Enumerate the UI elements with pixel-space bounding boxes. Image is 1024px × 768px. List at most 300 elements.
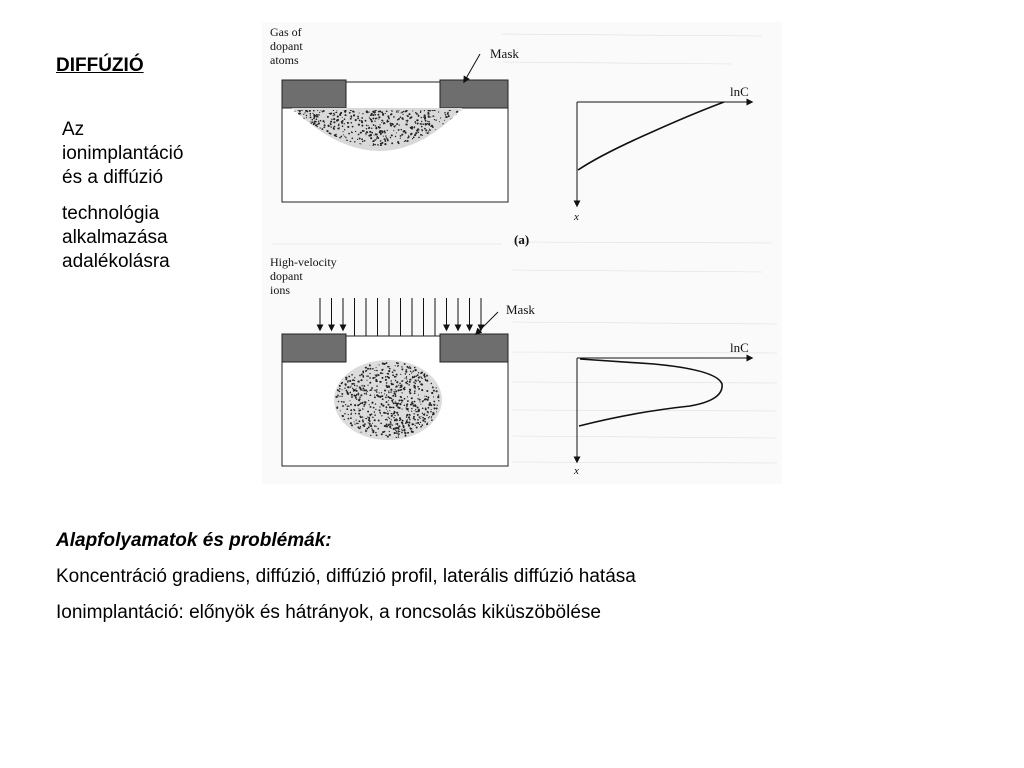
dopant-dot — [382, 114, 384, 116]
top-mask-label: Mask — [490, 46, 519, 61]
implanted-dot — [417, 374, 419, 376]
dopant-dot — [381, 111, 383, 113]
dopant-dot — [313, 110, 315, 112]
implanted-dot — [407, 408, 409, 410]
implanted-dot — [387, 413, 389, 415]
dopant-dot — [396, 132, 397, 133]
bottom-axis-x-label: lnC — [730, 340, 749, 355]
implanted-dot — [402, 420, 404, 422]
implanted-dot — [364, 401, 366, 403]
dopant-dot — [331, 113, 333, 115]
implanted-dot — [417, 398, 418, 399]
implanted-dot — [396, 437, 397, 438]
implanted-dot — [366, 394, 367, 395]
dopant-dot — [403, 130, 405, 132]
implanted-dot — [411, 428, 412, 429]
dopant-dot — [400, 116, 402, 118]
implanted-dot — [391, 419, 392, 420]
dopant-dot — [342, 125, 344, 127]
dopant-dot — [379, 130, 381, 132]
dopant-dot — [400, 137, 401, 138]
dopant-dot — [402, 119, 404, 121]
implanted-dot — [402, 369, 403, 370]
dopant-dot — [414, 134, 416, 136]
implanted-dot — [358, 408, 359, 409]
implanted-dot — [362, 416, 363, 417]
dopant-dot — [355, 131, 356, 132]
implanted-dot — [359, 387, 360, 388]
implanted-dot — [410, 371, 411, 372]
dopant-dot — [336, 112, 337, 113]
implanted-dot — [389, 431, 390, 432]
dopant-dot — [390, 137, 392, 139]
implanted-dot — [436, 411, 437, 412]
implanted-dot — [396, 362, 397, 363]
implanted-dot — [366, 375, 367, 376]
implanted-dot — [351, 374, 353, 376]
implanted-dot — [365, 389, 367, 391]
implanted-dot — [401, 384, 403, 386]
dopant-dot — [434, 119, 435, 120]
dopant-dot — [439, 121, 440, 122]
implanted-dot — [337, 394, 339, 396]
implanted-dot — [388, 392, 390, 394]
dopant-dot — [432, 127, 433, 128]
implanted-dot — [381, 433, 383, 435]
dopant-dot — [456, 111, 457, 112]
dopant-dot — [376, 118, 377, 119]
dopant-dot — [407, 115, 409, 117]
implanted-dot — [426, 423, 428, 425]
implanted-dot — [414, 410, 415, 411]
implanted-dot — [394, 407, 395, 408]
slide-title: DIFFÚZIÓ — [56, 55, 144, 76]
implanted-dot — [345, 390, 347, 392]
implanted-dot — [370, 425, 372, 427]
implanted-dot — [396, 381, 398, 383]
implanted-dot — [392, 371, 394, 373]
dopant-dot — [421, 129, 423, 131]
implanted-dot — [405, 373, 407, 375]
implanted-dot — [431, 392, 433, 394]
implanted-dot — [382, 369, 383, 370]
implanted-dot — [401, 380, 403, 382]
implanted-dot — [366, 380, 367, 381]
implanted-dot — [355, 413, 357, 415]
implanted-dot — [351, 383, 353, 385]
implanted-dot — [371, 413, 373, 415]
implanted-dot — [392, 424, 393, 425]
implanted-dot — [369, 414, 371, 416]
implanted-dot — [342, 415, 343, 416]
bottom-label-line-2: dopant — [270, 269, 303, 283]
implanted-dot — [425, 408, 426, 409]
dopant-dot — [344, 114, 346, 116]
implanted-dot — [358, 423, 359, 424]
dopant-dot — [391, 143, 392, 144]
implanted-dot — [367, 417, 368, 418]
implanted-dot — [407, 400, 409, 402]
implanted-dot — [357, 426, 359, 428]
implanted-dot — [397, 423, 399, 425]
dopant-dot — [391, 110, 392, 111]
top-label-line-2: dopant — [270, 39, 303, 53]
implanted-dot — [421, 384, 423, 386]
implanted-dot — [430, 411, 432, 413]
implanted-dot — [360, 379, 362, 381]
implanted-dot — [413, 405, 415, 407]
dopant-dot — [318, 116, 319, 117]
implanted-dot — [411, 373, 412, 374]
implanted-dot — [395, 390, 397, 392]
dopant-dot — [444, 120, 445, 121]
implanted-dot — [394, 415, 395, 416]
dopant-dot — [333, 115, 334, 116]
implanted-dot — [393, 428, 395, 430]
implanted-dot — [418, 409, 420, 411]
dopant-dot — [381, 122, 382, 123]
implanted-dot — [408, 411, 409, 412]
dopant-dot — [417, 122, 419, 124]
implanted-dot — [395, 427, 397, 429]
dopant-dot — [335, 134, 336, 135]
dopant-dot — [310, 113, 312, 115]
implanted-dot — [388, 390, 389, 391]
dopant-dot — [347, 122, 349, 124]
dopant-dot — [405, 140, 407, 142]
dopant-dot — [369, 117, 370, 118]
side-text — [62, 118, 242, 286]
implanted-dot — [393, 402, 395, 404]
dopant-dot — [369, 118, 370, 119]
implanted-dot — [433, 404, 435, 406]
dopant-dot — [328, 125, 330, 127]
dopant-dot — [344, 118, 346, 120]
implanted-dot — [404, 363, 406, 365]
implanted-dot — [402, 423, 404, 425]
dopant-dot — [362, 141, 364, 143]
implanted-dot — [431, 419, 433, 421]
implanted-dot — [376, 434, 378, 436]
implanted-dot — [418, 377, 420, 379]
dopant-dot — [405, 111, 407, 113]
dopant-dot — [298, 113, 300, 115]
implanted-dot — [385, 379, 387, 381]
implanted-dot — [381, 404, 382, 405]
dopant-dot — [397, 111, 398, 112]
implanted-dot — [351, 396, 353, 398]
dopant-dot — [355, 119, 357, 121]
implanted-dot — [433, 390, 435, 392]
implanted-dot — [364, 393, 365, 394]
implanted-dot — [424, 413, 425, 414]
implanted-dot — [376, 385, 377, 386]
implanted-dot — [438, 400, 439, 401]
implanted-dot — [427, 399, 428, 400]
implanted-dot — [399, 407, 401, 409]
dopant-dot — [377, 137, 379, 139]
implanted-dot — [394, 394, 396, 396]
implanted-dot — [347, 393, 349, 395]
implanted-dot — [424, 418, 426, 420]
implanted-dot — [366, 370, 368, 372]
implanted-dot — [367, 375, 369, 377]
implanted-dot — [377, 428, 379, 430]
implanted-dot — [359, 409, 361, 411]
dopant-dot — [440, 117, 441, 118]
implanted-dot — [387, 386, 388, 387]
dopant-dot — [339, 127, 340, 128]
implanted-dot — [428, 407, 430, 409]
implanted-dot — [374, 395, 375, 396]
dopant-dot — [386, 137, 387, 138]
implanted-dot — [368, 420, 370, 422]
dopant-dot — [358, 134, 359, 135]
dopant-dot — [371, 132, 373, 134]
dopant-dot — [366, 128, 367, 129]
implanted-dot — [397, 389, 399, 391]
implanted-dot — [398, 385, 399, 386]
implanted-dot — [387, 373, 389, 375]
dopant-dot — [317, 110, 318, 111]
dopant-dot — [417, 131, 419, 133]
top-caption: (a) — [514, 232, 530, 247]
implanted-dot — [391, 380, 392, 381]
implanted-dot — [368, 400, 369, 401]
dopant-dot — [371, 120, 373, 122]
implanted-dot — [405, 371, 407, 373]
implanted-dot — [397, 424, 398, 425]
dopant-dot — [373, 143, 374, 144]
implanted-dot — [391, 407, 392, 408]
bottom-line-1: Koncentráció gradiens, diffúzió, diffúzió profil, laterális diffúzió hatása — [56, 566, 636, 587]
implanted-dot — [359, 396, 361, 398]
implanted-dot — [417, 386, 419, 388]
dopant-dot — [362, 113, 363, 114]
dopant-dot — [326, 130, 328, 132]
implanted-dot — [388, 370, 390, 372]
dopant-dot — [421, 126, 423, 128]
dopant-dot — [306, 110, 308, 112]
implanted-dot — [382, 395, 383, 396]
implanted-dot — [351, 394, 353, 396]
implanted-dot — [338, 401, 340, 403]
dopant-dot — [428, 131, 429, 132]
implanted-dot — [389, 368, 391, 370]
implanted-dot — [396, 420, 397, 421]
dopant-dot — [333, 121, 335, 123]
dopant-dot — [372, 117, 374, 119]
implanted-dot — [421, 378, 422, 379]
dopant-dot — [370, 136, 371, 137]
implanted-dot — [371, 387, 373, 389]
implanted-dot — [388, 366, 389, 367]
dopant-dot — [395, 136, 396, 137]
implanted-dot — [389, 434, 391, 436]
dopant-dot — [410, 134, 412, 136]
implanted-dot — [404, 387, 406, 389]
dopant-dot — [388, 121, 389, 122]
dopant-dot — [418, 115, 419, 116]
implanted-dot — [426, 415, 428, 417]
implanted-dot — [416, 411, 417, 412]
dopant-dot — [318, 122, 320, 124]
implanted-dot — [362, 408, 364, 410]
dopant-dot — [349, 112, 351, 114]
dopant-dot — [315, 115, 316, 116]
implanted-dot — [409, 379, 410, 380]
implanted-dot — [359, 375, 361, 377]
implanted-dot — [363, 404, 365, 406]
dopant-dot — [357, 116, 359, 118]
implanted-dot — [409, 419, 411, 421]
dopant-dot — [387, 115, 389, 117]
implanted-dot — [388, 385, 390, 387]
implanted-dot — [345, 404, 346, 405]
dopant-dot — [408, 113, 410, 115]
implanted-dot — [407, 367, 408, 368]
implanted-dot — [426, 375, 428, 377]
dopant-dot — [414, 127, 415, 128]
dopant-dot — [379, 110, 381, 112]
dopant-dot — [376, 138, 377, 139]
implanted-dot — [401, 389, 403, 391]
implanted-dot — [389, 406, 391, 408]
implanted-dot — [438, 396, 440, 398]
implanted-dot — [436, 408, 438, 410]
implanted-dot — [405, 433, 406, 434]
implanted-dot — [339, 388, 341, 390]
dopant-dot — [294, 111, 295, 112]
implanted-dot — [395, 365, 396, 366]
implanted-dot — [398, 432, 399, 433]
dopant-dot — [423, 116, 424, 117]
implanted-dot — [407, 383, 408, 384]
implanted-dot — [354, 404, 356, 406]
implanted-dot — [348, 414, 349, 415]
dopant-dot — [357, 139, 358, 140]
implanted-dot — [422, 417, 424, 419]
implanted-dot — [368, 422, 369, 423]
implanted-dot — [409, 374, 410, 375]
implanted-dot — [341, 393, 343, 395]
dopant-dot — [411, 126, 413, 128]
implanted-dot — [396, 385, 398, 387]
dopant-dot — [359, 120, 361, 122]
dopant-dot — [331, 119, 332, 120]
implanted-dot — [378, 374, 380, 376]
implanted-dot — [428, 417, 429, 418]
dopant-dot — [306, 115, 308, 117]
implanted-dot — [411, 411, 412, 412]
dopant-dot — [370, 114, 372, 116]
dopant-dot — [420, 112, 421, 113]
implanted-dot — [348, 376, 350, 378]
dopant-dot — [357, 118, 359, 120]
dopant-dot — [380, 144, 382, 146]
dopant-dot — [429, 124, 431, 126]
implanted-dot — [413, 424, 414, 425]
dopant-dot — [340, 113, 342, 115]
implanted-dot — [365, 367, 367, 369]
implanted-dot — [417, 414, 419, 416]
dopant-dot — [306, 117, 307, 118]
dopant-dot — [376, 134, 378, 136]
dopant-dot — [415, 132, 417, 134]
dopant-dot — [400, 135, 402, 137]
dopant-dot — [380, 140, 382, 142]
implanted-dot — [426, 399, 427, 400]
dopant-dot — [342, 131, 343, 132]
implanted-dot — [379, 412, 380, 413]
implanted-dot — [344, 413, 345, 414]
side-line-5: alkalmazása — [62, 227, 168, 248]
dopant-dot — [340, 136, 342, 138]
implanted-dot — [392, 374, 393, 375]
implanted-dot — [436, 387, 437, 388]
implanted-dot — [408, 422, 410, 424]
dopant-dot — [390, 114, 392, 116]
implanted-dot — [404, 405, 406, 407]
dopant-dot — [372, 114, 374, 116]
implanted-dot — [399, 420, 400, 421]
dopant-dot — [299, 110, 301, 112]
implanted-dot — [406, 376, 407, 377]
implanted-dot — [385, 435, 387, 437]
implanted-dot — [395, 387, 396, 388]
implanted-dot — [413, 417, 415, 419]
implanted-dot — [421, 426, 422, 427]
dopant-dot — [345, 137, 346, 138]
implanted-dot — [385, 406, 387, 408]
implanted-dot — [431, 409, 432, 410]
implanted-dot — [375, 380, 377, 382]
implanted-dot — [344, 419, 345, 420]
dopant-dot — [303, 114, 304, 115]
implanted-dot — [382, 377, 384, 379]
implanted-dot — [361, 373, 363, 375]
dopant-dot — [317, 114, 318, 115]
implanted-dot — [360, 389, 361, 390]
implanted-dot — [386, 382, 388, 384]
implanted-dot — [406, 416, 407, 417]
implanted-dot — [390, 424, 392, 426]
implanted-dot — [410, 415, 411, 416]
implanted-dot — [394, 411, 396, 413]
implanted-dot — [391, 428, 392, 429]
dopant-dot — [426, 132, 427, 133]
implanted-dot — [379, 392, 380, 393]
implanted-dot — [420, 422, 421, 423]
dopant-dot — [445, 116, 447, 118]
dopant-dot — [312, 113, 313, 114]
dopant-dot — [385, 113, 386, 114]
implanted-dot — [414, 404, 415, 405]
implanted-dot — [372, 430, 374, 432]
dopant-dot — [425, 124, 427, 126]
dopant-dot — [427, 121, 428, 122]
dopant-dot — [338, 125, 340, 127]
implanted-dot — [386, 423, 388, 425]
implanted-dot — [399, 383, 401, 385]
implanted-dot — [363, 375, 364, 376]
dopant-dot — [342, 117, 343, 118]
dopant-dot — [368, 127, 370, 129]
implanted-dot — [375, 432, 377, 434]
dopant-dot — [420, 134, 422, 136]
implanted-dot — [391, 398, 393, 400]
dopant-dot — [380, 127, 381, 128]
